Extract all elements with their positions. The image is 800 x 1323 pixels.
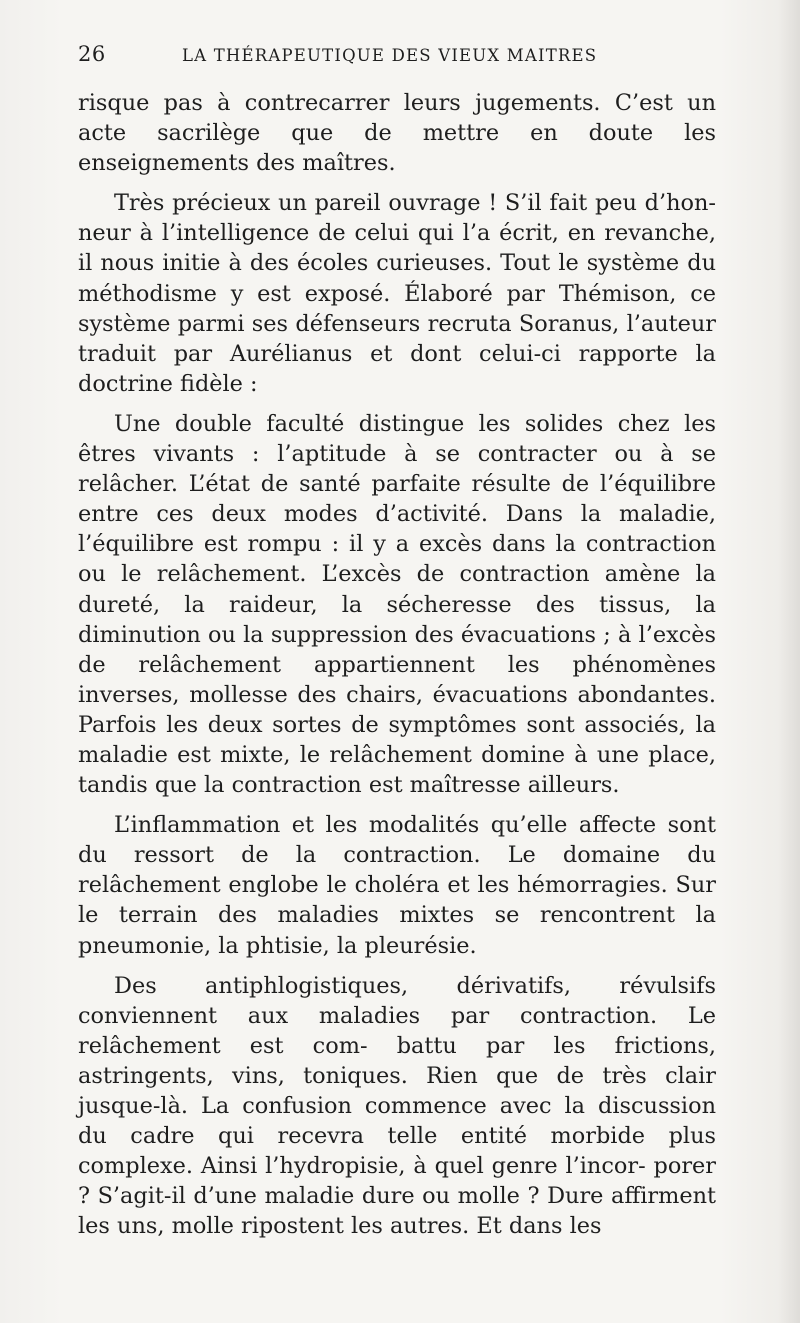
page-number: 26 — [78, 42, 106, 66]
body-text — [78, 88, 716, 1241]
paragraph-doctrine: Une double faculté distingue les solides chez les êtres vivants : l’aptitude à se contracter ou à se relâcher. L’état de santé parfaite résulte de l’équilibre entre ces deux modes d’activité. Dans la maladie, l’équilibre est rompu : il y a excès dans la contraction ou le relâchement. L’excès de contraction amène la dureté, la raideur, la sécheresse des tissus, la diminution ou la suppression des évacuations ; à l’excès de relâchement appartiennent les phénomènes inverses, mollesse des chairs, évacuations abondantes. Parfois les deux sortes de symptômes sont associés, la maladie est mixte, le relâchement domine à une place, tandis que la contraction est maîtresse ailleurs. — [78, 410, 716, 799]
running-title: LA THÉRAPEUTIQUE DES VIEUX MAITRES — [182, 46, 598, 65]
paragraph-ouvrage: Très précieux un pareil ouvrage ! S’il fait peu d’hon- neur à l’intelligence de celui qui l’a écrit, en revanche, il nous initie à des écoles curieuses. Tout le système du méthodisme y est exposé. Élaboré par Thémison, ce système parmi ses défenseurs recruta Soranus, l’auteur traduit par Aurélianus et dont celui-ci rapporte la doctrine fidèle : — [78, 190, 716, 397]
page-edge-shadow — [778, 0, 800, 1323]
page-header — [78, 38, 718, 74]
paragraph-traitement: Des antiphlogistiques, dérivatifs, révulsifs conviennent aux maladies par contraction. Le relâchement est com- battu par les frictions, astringents, vins, toniques. Rien que de très clair jusque-là. La confusion commence avec la discussion du cadre qui recevra telle entité morbide plus complexe. Ainsi l’hydropisie, à quel genre l’incor- porer ? S’agit-il d’une maladie dure ou molle ? Dure affirment les uns, molle ripostent les autres. Et dans les — [78, 972, 716, 1240]
paragraph-inflammation: L’inflammation et les modalités qu’elle affecte sont du ressort de la contraction. Le domaine du relâchement englobe le choléra et les hémorragies. Sur le terrain des maladies mixtes se rencontrent la pneumonie, la phtisie, la pleurésie. — [78, 812, 716, 959]
paragraph-continuation: risque pas à contrecarrer leurs jugements. C’est un acte sacrilège que de mettre en doute les enseignements des maîtres. — [78, 90, 716, 177]
